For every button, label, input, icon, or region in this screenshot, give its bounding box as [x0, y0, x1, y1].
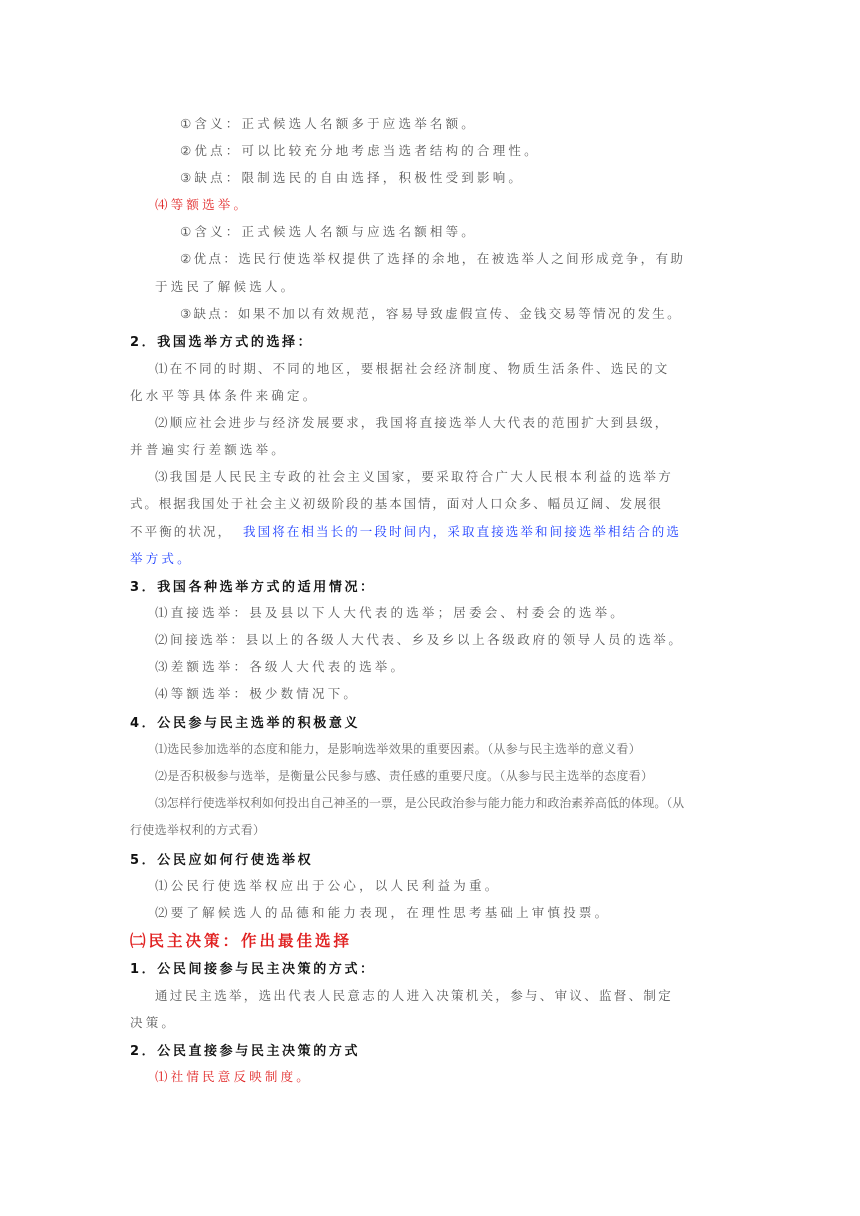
section-heading: 5．公民应如何行使选举权 — [130, 853, 314, 868]
text-line: ⑶我国是人民民主专政的社会主义国家，要采取符合广大人民根本利益的选举方 — [155, 469, 674, 484]
text-line: ①含义：正式候选人名额多于应选举名额。 — [180, 116, 478, 131]
text-line: ⑵是否积极参与选举，是衡量公民参与感、责任感的重要尺度。（从参与民主选举的态度看） — [155, 769, 654, 783]
text-line: ②优点：选民行使选举权提供了选择的余地，在被选举人之间形成竞争，有助 — [180, 251, 686, 266]
text-line: ⑶差额选举：各级人大代表的选举。 — [155, 659, 407, 674]
text-line: 化水平等具体条件来确定。 — [130, 388, 319, 403]
text-line: ③缺点：如果不加以有效规范，容易导致虚假宣传、金钱交易等情况的发生。 — [180, 306, 682, 321]
text-line: 行使选举权利的方式看） — [130, 823, 266, 837]
text-line: 并普遍实行差额选举。 — [130, 442, 288, 457]
text-line: 于选民了解候选人。 — [155, 279, 297, 294]
text-line: ②优点：可以比较充分地考虑当选者结构的合理性。 — [180, 143, 540, 158]
subsection-heading: ⑴社情民意反映制度。 — [155, 1069, 313, 1084]
text-line: ③缺点：限制选民的自由选择，积极性受到影响。 — [180, 170, 525, 185]
emphasis-text: 我国将在相当长的一段时间内，采取直接选举和间接选举相结合的选 — [243, 524, 682, 539]
text-line: ①含义：正式候选人名额与应选名额相等。 — [180, 224, 478, 239]
text-line: ⑵间接选举：县以上的各级人大代表、乡及乡以上各级政府的领导人员的选举。 — [155, 632, 684, 647]
section-heading: 2．公民直接参与民主决策的方式 — [130, 1044, 361, 1059]
section-heading: 2．我国选举方式的选择： — [130, 335, 314, 350]
text-line: ⑵顺应社会进步与经济发展要求，我国将直接选举人大代表的范围扩大到县级， — [155, 415, 670, 430]
text-line: ⑶怎样行使选举权利如何投出自己神圣的一票，是公民政治参与能力能力和政治素养高低的体现。（从 — [155, 796, 685, 810]
text-line: 式。根据我国处于社会主义初级阶段的基本国情，面对人口众多、幅员辽阔、发展很 — [130, 496, 663, 511]
emphasis-text: 举方式。 — [130, 551, 193, 566]
text-line: ⑴选民参加选举的态度和能力，是影响选举效果的重要因素。（从参与民主选举的意义看） — [155, 742, 642, 756]
text-line: ⑴直接选举：县及县以下人大代表的选举；居委会、村委会的选举。 — [155, 605, 627, 620]
text-line: 通过民主选举，选出代表人民意志的人进入决策机关，参与、审议、监督、制定 — [155, 988, 674, 1003]
section-heading: 4．公民参与民主选举的积极意义 — [130, 716, 361, 731]
section-heading: 3．我国各种选举方式的适用情况： — [130, 580, 376, 595]
text-line: 决策。 — [130, 1015, 178, 1030]
text-line: ⑷等额选举：极少数情况下。 — [155, 686, 360, 701]
chapter-heading: ㈡民主决策：作出最佳选择 — [130, 932, 353, 950]
text-line: ⑵要了解候选人的品德和能力表现，在理性思考基础上审慎投票。 — [155, 905, 611, 920]
text-line: ⑴在不同的时期、不同的地区，要根据社会经济制度、物质生活条件、选民的文 — [155, 361, 670, 376]
text-line: 不平衡的状况， — [130, 524, 233, 539]
section-heading: ⑷等额选举。 — [155, 197, 250, 212]
text-line: ⑴公民行使选举权应出于公心，以人民利益为重。 — [155, 878, 501, 893]
section-heading: 1．公民间接参与民主决策的方式： — [130, 962, 376, 977]
